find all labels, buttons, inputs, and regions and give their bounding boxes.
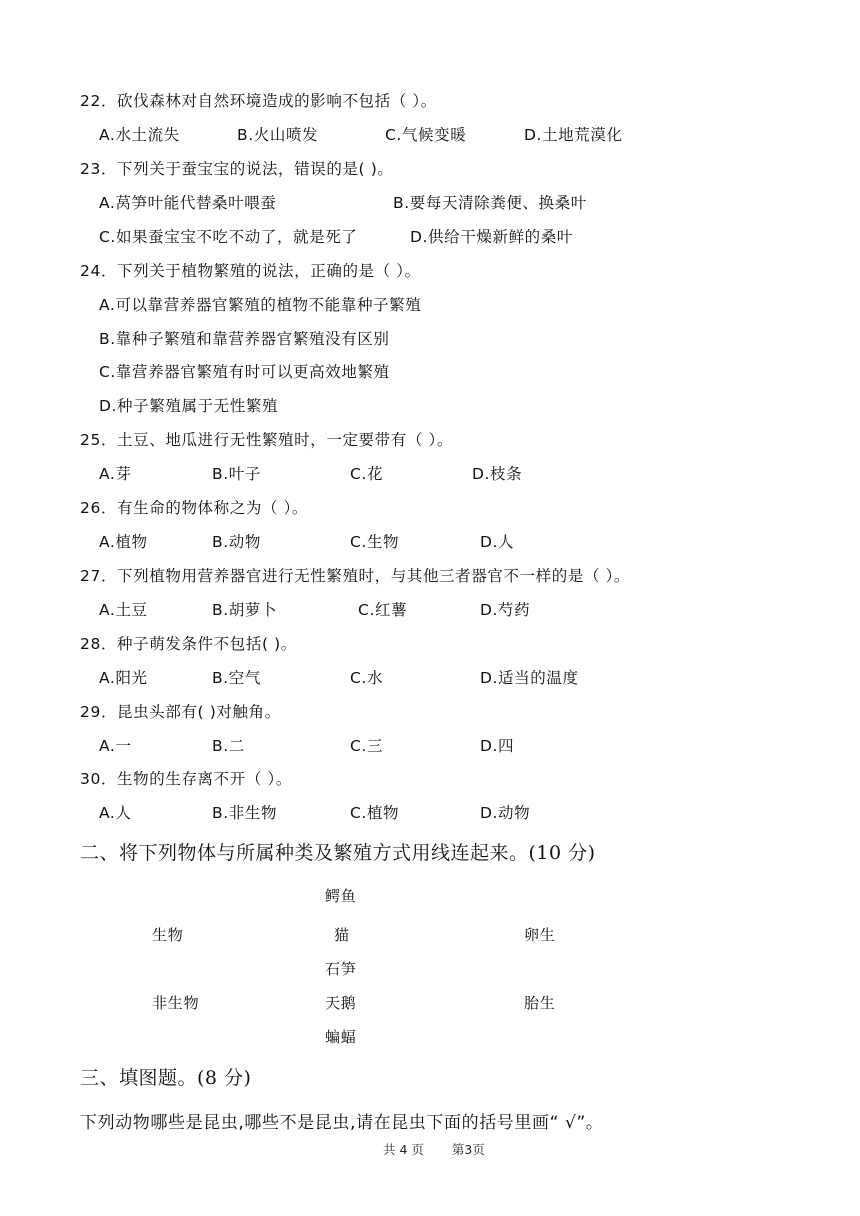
q22-option-c: C.气候变暖 <box>385 126 467 144</box>
question-text: ．有生命的物体称之为（ ）。 <box>100 499 309 517</box>
q23-option-d: D.供给干燥新鲜的桑叶 <box>410 228 573 246</box>
q24-option-b: B.靠种子繁殖和靠营养器官繁殖没有区别 <box>99 330 390 348</box>
question-number: 27 <box>80 567 101 585</box>
question-text: ．土豆、地瓜进行无性繁殖时，一定要带有（ ）。 <box>100 431 453 449</box>
q26-option-a: A.植物 <box>99 533 148 551</box>
q22-option-b: B.火山喷发 <box>237 126 319 144</box>
question-number: 25 <box>80 431 101 449</box>
question-25 <box>80 428 453 450</box>
section-2-title: 二、将下列物体与所属种类及繁殖方式用线连起来。(10 分) <box>80 842 596 864</box>
q26-option-d: D.人 <box>480 533 515 551</box>
question-text: ．下列植物用营养器官进行无性繁殖时，与其他三者器官不一样的是（ ）。 <box>100 567 631 585</box>
q30-option-a: A.人 <box>99 804 132 822</box>
q30-option-c: C.植物 <box>350 804 400 822</box>
q27-option-c: C.红薯 <box>358 601 408 619</box>
total-pages: 共 4 页 <box>383 1142 424 1157</box>
question-26 <box>80 496 308 518</box>
matching-middle-item: 猫 <box>334 926 350 944</box>
matching-middle-item: 天鹅 <box>325 994 357 1012</box>
question-text: ．种子萌发条件不包括( )。 <box>100 635 297 653</box>
q22-option-d: D.土地荒漠化 <box>524 126 623 144</box>
q25-option-c: C.花 <box>350 465 384 483</box>
q30-option-d: D.动物 <box>480 804 531 822</box>
q23-option-b: B.要每天清除粪便、换桑叶 <box>393 194 587 212</box>
matching-right-item: 胎生 <box>524 994 556 1012</box>
matching-middle-item: 鳄鱼 <box>325 887 357 905</box>
question-30 <box>80 767 292 789</box>
q25-option-a: A.芽 <box>99 465 132 483</box>
question-28 <box>80 632 297 654</box>
q29-option-b: B.二 <box>212 737 245 755</box>
q28-option-d: D.适当的温度 <box>480 669 579 687</box>
question-number: 24 <box>80 262 101 280</box>
q28-option-c: C.水 <box>350 669 384 687</box>
question-23 <box>80 157 393 179</box>
q24-option-d: D.种子繁殖属于无性繁殖 <box>99 397 279 415</box>
q24-option-a: A.可以靠营养器官繁殖的植物不能靠种子繁殖 <box>99 296 422 314</box>
q27-option-b: B.胡萝卜 <box>212 601 278 619</box>
question-number: 26 <box>80 499 101 517</box>
q27-option-a: A.土豆 <box>99 601 148 619</box>
section-3-instruction: 下列动物哪些是昆虫,哪些不是昆虫,请在昆虫下面的括号里画“ √”。 <box>80 1113 604 1133</box>
q24-option-c: C.靠营养器官繁殖有时可以更高效地繁殖 <box>99 363 390 381</box>
q23-option-a: A.莴笋叶能代替桑叶喂蚕 <box>99 194 277 212</box>
question-22 <box>80 89 437 111</box>
question-number: 23 <box>80 160 101 178</box>
q23-option-c: C.如果蚕宝宝不吃不动了，就是死了 <box>99 228 358 246</box>
question-24 <box>80 259 421 281</box>
question-number: 22 <box>80 92 101 110</box>
matching-left-item: 非生物 <box>152 994 200 1012</box>
question-number: 28 <box>80 635 101 653</box>
question-text: ．昆虫头部有( )对触角。 <box>100 703 281 721</box>
matching-middle-item: 蝙蝠 <box>325 1028 357 1046</box>
question-27 <box>80 564 630 586</box>
q30-option-b: B.非生物 <box>212 804 278 822</box>
q25-option-d: D.枝条 <box>472 465 523 483</box>
question-text: ．下列关于蚕宝宝的说法，错误的是( )。 <box>100 160 394 178</box>
section-3-title: 三、填图题。(8 分) <box>80 1067 252 1089</box>
matching-right-item: 卵生 <box>524 926 556 944</box>
matching-middle-item: 石笋 <box>325 960 357 978</box>
q29-option-a: A.一 <box>99 737 132 755</box>
q28-option-a: A.阳光 <box>99 669 148 687</box>
q26-option-c: C.生物 <box>350 533 400 551</box>
question-number: 30 <box>80 770 101 788</box>
page-footer <box>383 1140 485 1158</box>
question-text: ．生物的生存离不开（ ）。 <box>100 770 292 788</box>
q28-option-b: B.空气 <box>212 669 261 687</box>
question-text: ．砍伐森林对自然环境造成的影响不包括（ ）。 <box>100 92 437 110</box>
question-text: ．下列关于植物繁殖的说法，正确的是（ ）。 <box>100 262 421 280</box>
q25-option-b: B.叶子 <box>212 465 261 483</box>
question-29 <box>80 700 281 722</box>
q29-option-c: C.三 <box>350 737 384 755</box>
matching-left-item: 生物 <box>152 926 184 944</box>
page-number: 第3页 <box>451 1142 485 1157</box>
q22-option-a: A.水土流失 <box>99 126 180 144</box>
q26-option-b: B.动物 <box>212 533 261 551</box>
question-number: 29 <box>80 703 101 721</box>
q29-option-d: D.四 <box>480 737 515 755</box>
q27-option-d: D.芍药 <box>480 601 531 619</box>
